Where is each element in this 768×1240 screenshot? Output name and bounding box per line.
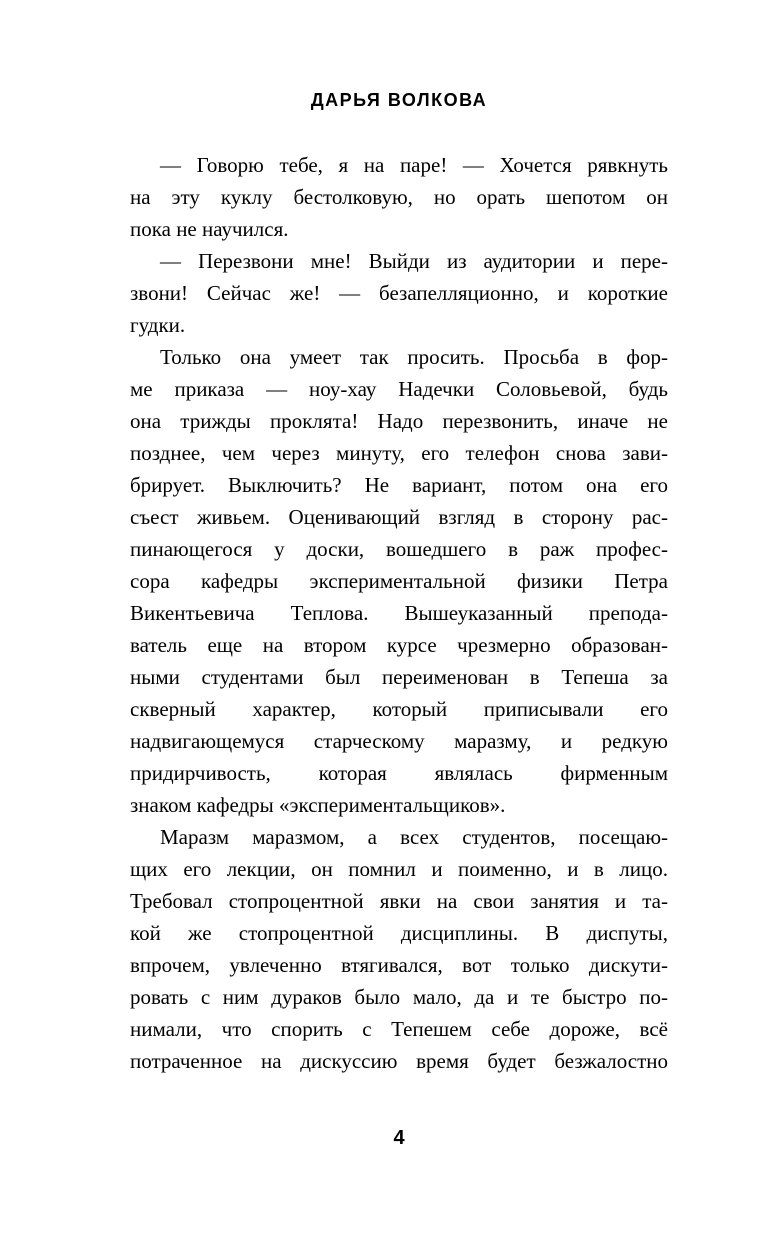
text-line: щих его лекции, он помнил и поименно, и в лицо. [130, 857, 668, 881]
text-line: она трижды проклята! Надо перезвонить, иначе не [130, 409, 668, 433]
page-number: 4 [393, 1127, 405, 1149]
text-line: ме приказа — ноу-хау Надечки Соловьевой, будь [130, 377, 668, 401]
text-line: нимали, что спорить с Тепешем себе дороже, всё [130, 1017, 668, 1041]
text-line: пинающегося у доски, вошедшего в раж профес- [130, 537, 668, 561]
text-line: скверный характер, который приписывали его [130, 697, 668, 721]
paragraph [130, 245, 668, 341]
text-line: гудки. [130, 313, 186, 337]
text-line: Только она умеет так просить. Просьба в фор- [160, 345, 668, 369]
text-line: Викентьевича Теплова. Вышеуказанный препода- [130, 601, 668, 625]
text-line: впрочем, увлеченно втягивался, вот только дискути- [130, 953, 668, 977]
text-line: ровать с ним дураков было мало, да и те быстро по- [130, 985, 668, 1009]
text-line: придирчивость, которая являлась фирменным [130, 761, 668, 785]
text-line: звони! Сейчас же! — безапелляционно, и короткие [130, 281, 668, 305]
text-line: кой же стопроцентной дисциплины. В диспуты, [130, 921, 668, 945]
paragraph [130, 149, 668, 245]
text-line: ными студентами был переименован в Тепеша за [130, 665, 668, 689]
text-line: знаком кафедры «экспериментальщиков». [130, 793, 506, 817]
text-line: брирует. Выключить? Не вариант, потом она его [130, 473, 668, 497]
text-line: Маразм маразмом, а всех студентов, посещаю- [160, 825, 668, 849]
text-line: — Перезвони мне! Выйди из аудитории и пере- [160, 249, 668, 273]
text-line: надвигающемуся старческому маразму, и редкую [130, 729, 668, 753]
text-line: ватель еще на втором курсе чрезмерно образован- [130, 633, 668, 657]
text-line: — Говорю тебе, я на паре! — Хочется рявкнуть [160, 153, 668, 177]
page-body [130, 149, 668, 1077]
text-line: позднее, чем через минуту, его телефон снова зави- [130, 441, 668, 465]
paragraph [130, 821, 668, 1077]
text-line: на эту куклу бестолковую, но орать шепотом он [130, 185, 668, 209]
text-line: съест живьем. Оценивающий взгляд в сторону рас- [130, 505, 668, 529]
text-line: потраченное на дискуссию время будет безжалостно [130, 1049, 668, 1073]
running-head-author: ДАРЬЯ ВОЛКОВА [310, 90, 488, 110]
paragraph [130, 341, 668, 821]
text-line: сора кафедры экспериментальной физики Петра [130, 569, 668, 593]
text-line: Требовал стопроцентной явки на свои занятия и та- [130, 889, 668, 913]
text-line: пока не научился. [130, 217, 289, 241]
